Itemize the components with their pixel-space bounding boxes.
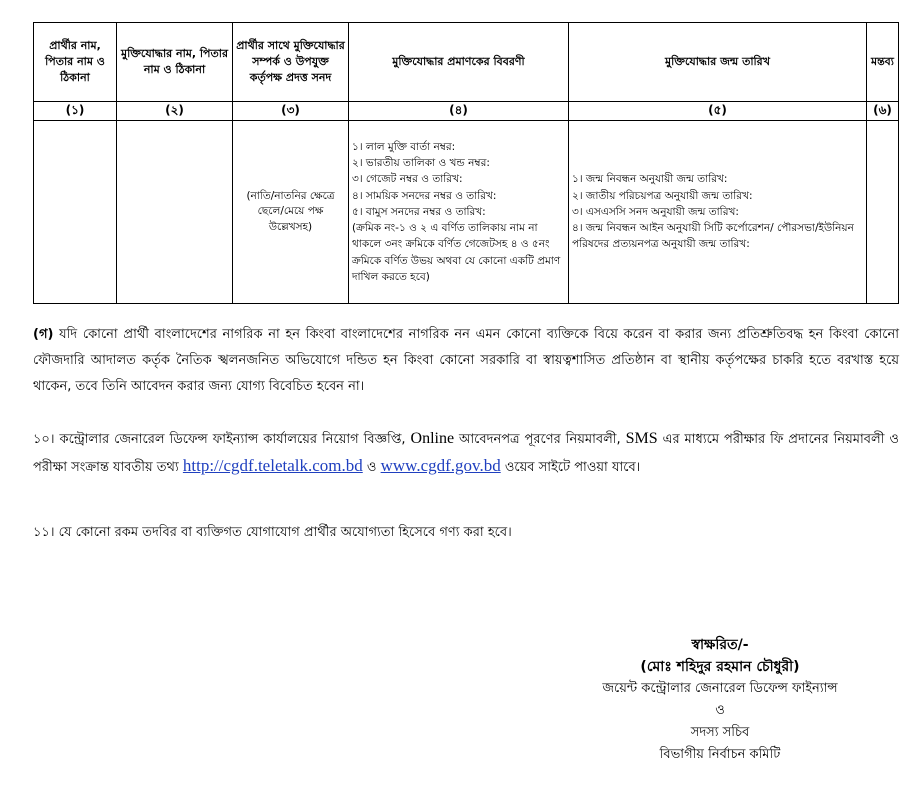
signed-label: স্বাক্ষরিত/- (691, 637, 749, 653)
signature-block (560, 634, 880, 766)
paragraph-label: ১০। (33, 432, 55, 447)
paragraph-label: (গ) (33, 327, 54, 342)
paragraph-label: ১১। (33, 525, 55, 540)
paragraph-text-b: আবেদনপত্র পূরণের নিয়মাবলী, (459, 432, 621, 447)
header-freedom-fighter: মুক্তিযোদ্ধার নাম, পিতার নাম ও ঠিকানা (117, 23, 233, 102)
paragraph-11 (33, 520, 899, 546)
col-number: (১) (34, 102, 117, 121)
freedom-fighter-info-table (33, 22, 899, 304)
birth-date-cell (569, 121, 867, 304)
committee-name: বিভাগীয় নির্বাচন কমিটি (659, 747, 781, 762)
relationship-cell: (নাতি/নাতনির ক্ষেত্রে ছেলে/মেয়ে পক্ষ উল্লেখসহ) (233, 121, 349, 304)
paragraph-10 (33, 426, 899, 481)
column-number-row (34, 102, 899, 121)
proof-details-cell (349, 121, 569, 304)
sms-text: SMS (625, 430, 658, 447)
teletalk-link[interactable]: http://cgdf.teletalk.com.bd (182, 456, 363, 475)
header-proof-details: মুক্তিযোদ্ধার প্রমাণকের বিবরণী (349, 23, 569, 102)
proof-item: ২। ভারতীয় তালিকা ও খন্ড নম্বর: (352, 157, 490, 170)
remarks-cell (867, 121, 899, 304)
cgdf-gov-link[interactable]: www.cgdf.gov.bd (380, 456, 501, 475)
paragraph-text: যে কোনো রকম তদবির বা ব্যক্তিগত যোগাযোগ প্রার্থীর অযোগ্যতা হিসেবে গণ্য করা হবে। (58, 525, 512, 540)
paragraph-text-c: এর মাধ্যমে পরীক্ষার ফি প্রদানের নিয়মাবলী ও পরীক্ষা সংক্রান্ত যাবতীয় তথ্য (33, 432, 899, 475)
col-number: (৬) (867, 102, 899, 121)
table-body-row (34, 121, 899, 304)
col-number: (৫) (569, 102, 867, 121)
proof-note: (ক্রমিক নং-১ ও ২ এ বর্ণিত তালিকায় নাম না থাকলে ৩নং ক্রমিকে বর্ণিত গেজেটসহ ৪ ও ৫নং ক্রমিকে বর্ণিত উভয় অথবা যে কোনো একটি প্রমাণ দাখিল করতে হবে) (352, 222, 561, 283)
paragraph-text: যদি কোনো প্রার্থী বাংলাদেশের নাগরিক না হন কিংবা বাংলাদেশের নাগরিক নন এমন কোনো ব্যক্তিকে বিয়ে করেন বা করার জন্য প্রতিশ্রুতিবদ্ধ হন কিংবা কোনো ফৌজদারি আদালত কর্তৃক নৈতিক স্খলনজনিত অভিযোগে দন্ডিত হন কিংবা কোনো সরকারি বা স্বায়ত্বশাসিত প্রতিষ্ঠান বা স্থানীয় কর্তৃপক্ষের চাকরি হতে বরখাস্ত হয়ে থাকেন, তবে তিনি আবেদন করার জন্য যোগ্য বিবেচিত হবেন না। (33, 327, 899, 394)
paragraph-text-a: কন্ট্রোলার জেনারেল ডিফেন্স ফাইন্যান্স কার্যালয়ের নিয়োগ বিজ্ঞপ্তি, (59, 432, 406, 447)
proof-item: ৪। সাময়িক সনদের নম্বর ও তারিখ: (352, 189, 497, 202)
header-relationship: প্রার্থীর সাথে মুক্তিযোদ্ধার সম্পর্ক ও উপযুক্ত কর্তৃপক্ষ প্রদত্ত সনদ (233, 23, 349, 102)
col-number: (৩) (233, 102, 349, 121)
table-header-row (34, 23, 899, 102)
signatory-title: জয়েন্ট কন্ট্রোলার জেনারেল ডিফেন্স ফাইন্যান্স (602, 681, 838, 696)
proof-item: ১। লাল মুক্তি বার্তা নম্বর: (352, 140, 456, 153)
col-number: (৪) (349, 102, 569, 121)
freedom-fighter-cell (117, 121, 233, 304)
signatory-name: (মোঃ শহিদুর রহমান চৌধুরী) (640, 659, 800, 675)
paragraph-text-d: ওয়েব সাইটে পাওয়া যাবে। (504, 460, 641, 475)
birth-date-item: ৪। জন্ম নিবন্ধন আইন অনুযায়ী সিটি কর্পোরেশন/ পৌরসভা/ইউনিয়ন পরিষদের প্রত্যয়নপত্র অনুযায়ী জন্ম তারিখ: (572, 222, 854, 251)
birth-date-item: ১। জন্ম নিবন্ধন অনুযায়ী জন্ম তারিখ: (572, 173, 728, 186)
header-birth-date: মুক্তিযোদ্ধার জন্ম তারিখ (569, 23, 867, 102)
candidate-cell (34, 121, 117, 304)
birth-date-item: ২। জাতীয় পরিচয়পত্র অনুযায়ী জন্ম তারিখ: (572, 189, 753, 202)
col-number: (২) (117, 102, 233, 121)
paragraph-ga (33, 322, 899, 400)
and-text: ও (715, 703, 725, 718)
online-text: Online (410, 430, 455, 447)
signatory-role: সদস্য সচিব (690, 725, 750, 740)
birth-date-item: ৩। এসএসসি সনদ অনুযায়ী জন্ম তারিখ: (572, 205, 739, 218)
proof-item: ৩। গেজেট নম্বর ও তারিখ: (352, 173, 463, 186)
header-candidate: প্রার্থীর নাম, পিতার নাম ও ঠিকানা (34, 23, 117, 102)
header-remarks: মন্তব্য (867, 23, 899, 102)
proof-item: ৫। বামুস সনদের নম্বর ও তারিখ: (352, 205, 486, 218)
and-text: ও (366, 460, 377, 475)
